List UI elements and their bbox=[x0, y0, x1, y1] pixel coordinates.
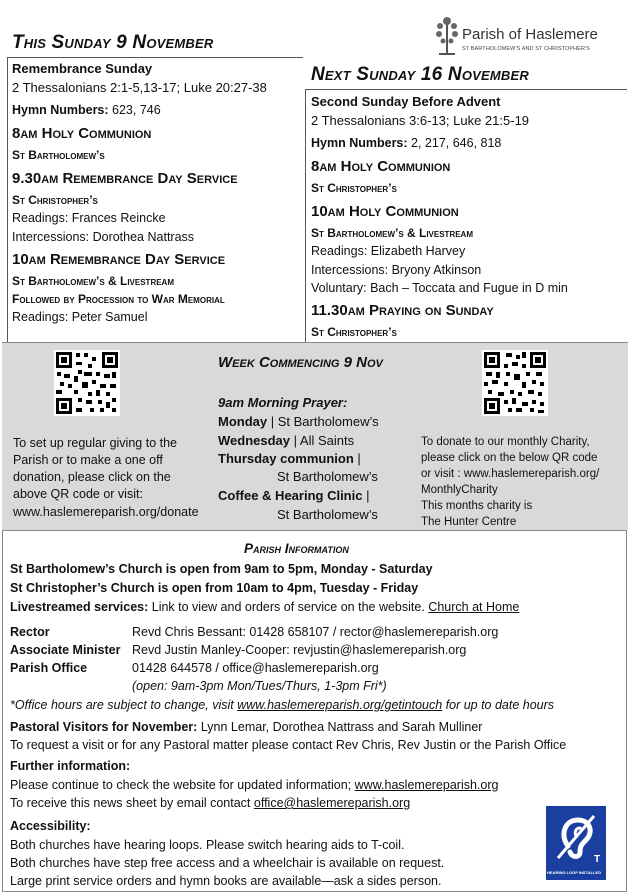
service-voluntary: Voluntary: Bach – Toccata and Fugue in D min bbox=[311, 281, 568, 295]
this-sunday-readings: 2 Thessalonians 2:1-5,13-17; Luke 20:27-38 bbox=[12, 80, 267, 95]
day-label: Coffee & Hearing Clinic bbox=[218, 488, 363, 503]
week-thursday-place: St Bartholomew’s bbox=[277, 469, 378, 484]
giving-link[interactable]: www.haslemereparish.org/donate bbox=[13, 505, 199, 519]
accessibility-line: Large print service orders and hymn books are available—ask a sides person. bbox=[10, 874, 442, 888]
next-sunday-title: Second Sunday Before Advent bbox=[311, 94, 501, 109]
divider bbox=[7, 57, 8, 342]
service-title: 10am Holy Communion bbox=[311, 203, 459, 220]
next-sunday-readings: 2 Thessalonians 3:6-13; Luke 21:5-19 bbox=[311, 113, 530, 128]
service-location: St Bartholomew’s & Livestream bbox=[12, 274, 174, 288]
note-text: *Office hours are subject to change, visit bbox=[10, 698, 238, 712]
service-intercessions: Intercessions: Dorothea Nattrass bbox=[12, 230, 195, 244]
divider bbox=[305, 89, 306, 342]
service-title: 9.30am Remembrance Day Service bbox=[12, 170, 238, 187]
svg-text:T: T bbox=[594, 854, 601, 865]
next-sunday-hymns bbox=[311, 136, 501, 150]
charity-line: The Hunter Centre bbox=[421, 516, 517, 528]
hearing-loop-sign bbox=[546, 806, 606, 880]
hymns-label: Hymn Numbers: bbox=[12, 103, 109, 117]
day-label: Thursday communion bbox=[218, 451, 354, 466]
parish-logo bbox=[434, 14, 624, 58]
pastoral-label: Pastoral Visitors for November: bbox=[10, 720, 198, 734]
service-readings: Readings: Elizabeth Harvey bbox=[311, 244, 466, 258]
rector-label: Rector bbox=[10, 625, 50, 639]
giving-line: donation, please click on the bbox=[13, 470, 171, 484]
service-location: St Bartholomew’s bbox=[12, 148, 105, 162]
tree-logo-icon bbox=[434, 14, 460, 58]
further-info-label: Further information: bbox=[10, 759, 131, 773]
charity-line: This months charity is bbox=[421, 500, 533, 512]
giving-line: above QR code or visit: bbox=[13, 487, 143, 501]
parish-office-label: Parish Office bbox=[10, 661, 88, 675]
day-sep: | bbox=[362, 488, 370, 503]
day-sep: | bbox=[353, 451, 361, 466]
week-coffee-place: St Bartholomew’s bbox=[277, 507, 378, 522]
charity-line: MonthlyCharity bbox=[421, 484, 498, 496]
website-link[interactable]: www.haslemereparish.org bbox=[354, 778, 499, 792]
opening-bartholomews: St Bartholomew’s Church is open from 9am to 5pm, Monday - Saturday bbox=[10, 562, 433, 576]
morning-prayer-heading: 9am Morning Prayer: bbox=[218, 395, 348, 410]
charity-line[interactable]: or visit : www.haslemereparish.org/ bbox=[421, 468, 600, 480]
service-title: 11.30am Praying on Sunday bbox=[311, 302, 494, 319]
livestream-label: Livestreamed services: bbox=[10, 600, 149, 614]
pastoral-request: To request a visit or for any Pastoral matter please contact Rev Chris, Rev Justin or the Parish Office bbox=[10, 738, 567, 752]
livestream-text: Link to view and orders of service on the website. bbox=[148, 600, 429, 614]
qr-giving[interactable] bbox=[54, 350, 120, 416]
week-wednesday bbox=[218, 433, 354, 448]
office-hours: (open: 9am-3pm Mon/Tues/Thurs, 1-3pm Fri*) bbox=[132, 679, 387, 693]
accessibility-label: Accessibility: bbox=[10, 819, 91, 833]
logo-subtitle: ST BARTHOLOMEW'S AND ST CHRISTOPHER'S bbox=[462, 46, 590, 52]
rector-value: Revd Chris Bessant: 01428 658107 / rector@haslemereparish.org bbox=[132, 625, 499, 639]
this-sunday-title: Remembrance Sunday bbox=[12, 61, 153, 76]
this-sunday-heading: This Sunday 9 November bbox=[12, 32, 214, 53]
divider bbox=[7, 57, 303, 58]
day-label: Wednesday bbox=[218, 433, 291, 448]
service-title: 8am Holy Communion bbox=[12, 125, 152, 142]
logo-title: Parish of Haslemere bbox=[462, 26, 598, 43]
day-place: | All Saints bbox=[290, 433, 355, 448]
pastoral-value: Lynn Lemar, Dorothea Nattrass and Sarah Mulliner bbox=[197, 720, 483, 734]
service-location: St Christopher’s bbox=[311, 181, 397, 195]
parish-office-value: 01428 644578 / office@haslemereparish.org bbox=[132, 661, 379, 675]
week-thursday bbox=[218, 451, 361, 466]
service-location: St Christopher’s bbox=[311, 325, 397, 339]
service-location: St Christopher’s bbox=[12, 193, 98, 207]
hymns-value: 2, 217, 646, 818 bbox=[411, 136, 502, 150]
giving-line: Parish or to make a one off bbox=[13, 453, 163, 467]
week-monday bbox=[218, 414, 379, 429]
qr-code-icon bbox=[482, 350, 548, 416]
assoc-minister-value: Revd Justin Manley-Cooper: revjustin@haslemereparish.org bbox=[132, 643, 467, 657]
service-title: 8am Holy Communion bbox=[311, 158, 451, 175]
service-note: Followed by Procession to War Memorial bbox=[12, 292, 225, 306]
accessibility-line: Both churches have hearing loops. Please switch hearing aids to T-coil. bbox=[10, 838, 405, 852]
qr-charity[interactable] bbox=[482, 350, 548, 416]
service-intercessions: Intercessions: Bryony Atkinson bbox=[311, 263, 482, 277]
divider bbox=[305, 89, 627, 90]
this-sunday-hymns bbox=[12, 103, 161, 117]
accessibility-line: Both churches have step free access and a wheelchair is available on request. bbox=[10, 856, 445, 870]
parish-info-heading: Parish Information bbox=[244, 541, 349, 556]
next-sunday-heading: Next Sunday 16 November bbox=[311, 64, 529, 85]
service-title: 10am Remembrance Day Service bbox=[12, 251, 226, 268]
note-text: for up to date hours bbox=[442, 698, 555, 712]
office-email-link[interactable]: office@haslemereparish.org bbox=[253, 796, 411, 810]
giving-line: To set up regular giving to the bbox=[13, 436, 177, 450]
week-coffee bbox=[218, 488, 369, 503]
qr-code-icon bbox=[54, 350, 120, 416]
divider bbox=[2, 342, 628, 343]
livestream-line bbox=[10, 600, 519, 614]
pastoral-visitors bbox=[10, 720, 482, 734]
service-location: St Bartholomew’s & Livestream bbox=[311, 226, 473, 240]
church-at-home-link[interactable]: Church at Home bbox=[428, 600, 520, 614]
hymns-value: 623, 746 bbox=[112, 103, 161, 117]
service-readings: Readings: Peter Samuel bbox=[12, 310, 148, 324]
further-text: Please continue to check the website for updated information; bbox=[10, 778, 355, 792]
charity-line: please click on the below QR code bbox=[421, 452, 598, 464]
opening-christophers: St Christopher’s Church is open from 10am to 4pm, Tuesday - Friday bbox=[10, 581, 419, 595]
day-label: Monday bbox=[218, 414, 268, 429]
hymns-label: Hymn Numbers: bbox=[311, 136, 408, 150]
hearing-loop-text: HEARING LOOP INSTALLED bbox=[547, 870, 602, 875]
getintouch-link[interactable]: www.haslemereparish.org/getintouch bbox=[237, 698, 443, 712]
hearing-loop-icon bbox=[546, 806, 606, 868]
email-line bbox=[10, 796, 410, 810]
week-heading: Week Commencing 9 Nov bbox=[218, 354, 383, 371]
further-info-line bbox=[10, 778, 498, 792]
service-readings: Readings: Frances Reincke bbox=[12, 211, 166, 225]
assoc-minister-label: Associate Minister bbox=[10, 643, 121, 657]
office-hours-note bbox=[10, 698, 554, 712]
day-place: | St Bartholomew’s bbox=[267, 414, 379, 429]
email-text: To receive this news sheet by email contact bbox=[10, 796, 254, 810]
charity-line: To donate to our monthly Charity, bbox=[421, 436, 590, 448]
